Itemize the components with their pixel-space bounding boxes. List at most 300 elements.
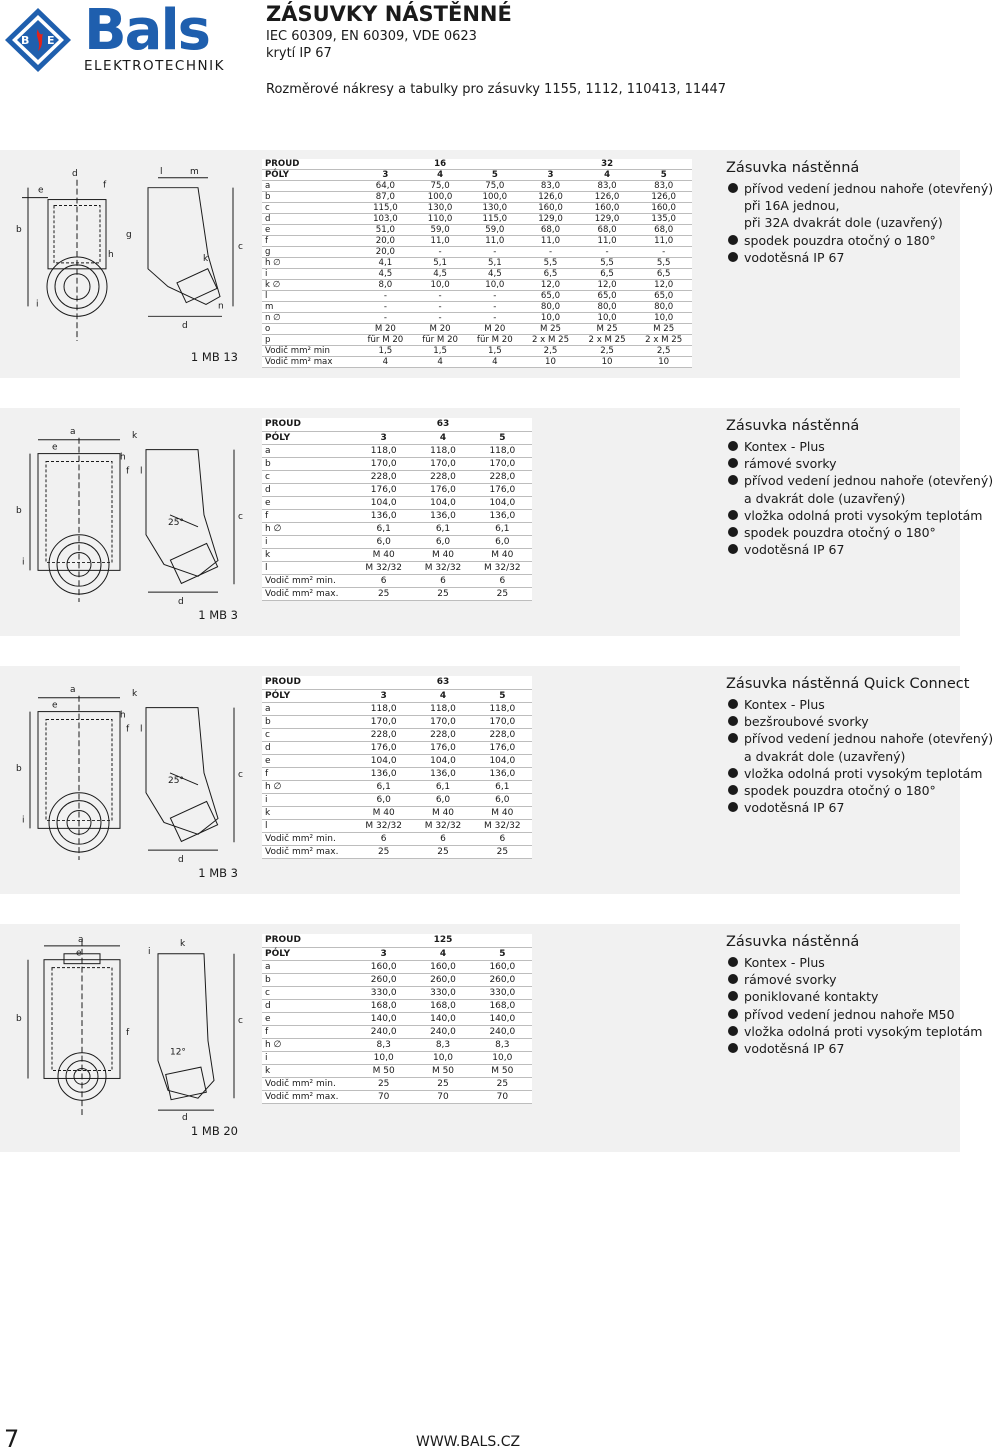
table-cell: 6,1 xyxy=(354,780,413,793)
table-row xyxy=(262,1077,532,1090)
dim-label-d-top: d xyxy=(72,168,78,179)
table-cell: 176,0 xyxy=(413,483,472,496)
feature-item xyxy=(726,249,960,266)
table-cell: 104,0 xyxy=(354,754,413,767)
table-row-label: m xyxy=(262,302,358,313)
bullet-icon xyxy=(728,699,738,709)
table-row-label: a xyxy=(262,960,354,973)
table-row-label: i xyxy=(262,793,354,806)
table-cell: M 40 xyxy=(473,548,532,561)
table-row-label: h ∅ xyxy=(262,258,358,269)
table-cell: 68,0 xyxy=(579,225,636,236)
table-cell: 240,0 xyxy=(354,1025,413,1038)
table-row-label: b xyxy=(262,457,354,470)
feature-list xyxy=(726,934,983,1057)
table-row-label: a xyxy=(262,181,358,192)
table-cell: 83,0 xyxy=(635,181,692,192)
table-row-label: l xyxy=(262,819,354,832)
dim-label-h: h xyxy=(119,452,126,463)
table-row xyxy=(262,181,692,192)
dimension-drawing xyxy=(0,924,258,1152)
dim-label-i: i xyxy=(22,557,25,568)
table-cell: 25 xyxy=(354,587,413,600)
table-cell: 11,0 xyxy=(413,236,468,247)
table-header-current xyxy=(262,159,692,170)
table-cell: 176,0 xyxy=(473,483,532,496)
feature-item xyxy=(726,988,960,1005)
table-cell: - xyxy=(467,313,522,324)
table-cell: 8,3 xyxy=(473,1038,532,1051)
table-row-label: c xyxy=(262,203,358,214)
table-row xyxy=(262,496,532,509)
bullet-icon xyxy=(728,1043,738,1053)
dimension-table-wrap xyxy=(262,676,532,859)
table-header-value: 3 xyxy=(354,689,413,702)
table-cell: 70 xyxy=(473,1090,532,1103)
table-cell: M 25 xyxy=(635,324,692,335)
table-cell: 228,0 xyxy=(413,728,472,741)
dim-label-e: e xyxy=(51,442,58,453)
table-header-value: 4 xyxy=(413,689,472,702)
table-cell: 118,0 xyxy=(413,702,472,715)
table-cell: 330,0 xyxy=(354,986,413,999)
feature-title: Zásuvka nástěnná xyxy=(726,160,860,176)
table-cell: 170,0 xyxy=(413,715,472,728)
table-cell: 20,0 xyxy=(358,236,413,247)
table-cell: - xyxy=(413,291,468,302)
table-header-value: 4 xyxy=(413,947,472,960)
table-cell: 25 xyxy=(354,845,413,858)
table-cell: 168,0 xyxy=(354,999,413,1012)
feature-item xyxy=(726,1006,960,1023)
feature-item xyxy=(726,180,993,197)
table-cell: 10,0 xyxy=(635,313,692,324)
table-cell: 240,0 xyxy=(473,1025,532,1038)
dim-label-l: l xyxy=(160,166,163,177)
table-cell: M 50 xyxy=(354,1064,413,1077)
table-cell: 80,0 xyxy=(579,302,636,313)
bullet-icon xyxy=(728,441,738,451)
table-row-label: n ∅ xyxy=(262,313,358,324)
bullet-icon xyxy=(728,1026,738,1036)
table-row xyxy=(262,832,532,845)
table-header-label: PROUD xyxy=(262,418,354,431)
table-cell: M 32/32 xyxy=(354,819,413,832)
page-number: 7 xyxy=(4,1425,20,1453)
table-row-label: i xyxy=(262,1051,354,1064)
table-cell: - xyxy=(358,291,413,302)
table-cell: 25 xyxy=(473,845,532,858)
table-row xyxy=(262,324,692,335)
table-cell: 70 xyxy=(413,1090,472,1103)
table-cell: für M 20 xyxy=(358,335,413,346)
table-cell: 25 xyxy=(413,587,472,600)
table-cell: 136,0 xyxy=(413,767,472,780)
table-cell: 2,5 xyxy=(635,346,692,357)
table-cell: 176,0 xyxy=(413,741,472,754)
table-cell: 228,0 xyxy=(354,728,413,741)
dim-label-k: k xyxy=(179,938,186,949)
table-cell: 6 xyxy=(413,832,472,845)
table-cell: 6,1 xyxy=(473,780,532,793)
table-cell: 68,0 xyxy=(635,225,692,236)
table-cell: 160,0 xyxy=(522,203,579,214)
table-cell: 10,0 xyxy=(579,313,636,324)
table-row xyxy=(262,587,532,600)
table-cell: 87,0 xyxy=(358,192,413,203)
table-cell: 4 xyxy=(413,357,468,368)
bullet-icon xyxy=(728,768,738,778)
table-cell: 10,0 xyxy=(467,280,522,291)
table-cell: 70 xyxy=(354,1090,413,1103)
table-row-label: f xyxy=(262,509,354,522)
table-cell: 160,0 xyxy=(635,203,692,214)
table-cell: 160,0 xyxy=(579,203,636,214)
table-row-label: c xyxy=(262,986,354,999)
table-row xyxy=(262,574,532,587)
table-cell: 6 xyxy=(413,574,472,587)
table-row xyxy=(262,483,532,496)
table-cell: 170,0 xyxy=(354,457,413,470)
table-header-value: 16 xyxy=(358,159,522,170)
table-header-poles xyxy=(262,689,532,702)
table-header-label: PROUD xyxy=(262,159,358,170)
table-cell: - xyxy=(413,313,468,324)
model-code: 1 MB 20 xyxy=(190,1124,238,1138)
table-row xyxy=(262,1038,532,1051)
dim-label-i: i xyxy=(148,946,151,957)
table-row xyxy=(262,470,532,483)
feature-text: Kontex - Plus xyxy=(744,697,825,712)
bullet-icon xyxy=(728,716,738,726)
table-cell: 240,0 xyxy=(413,1025,472,1038)
feature-text: vodotěsná IP 67 xyxy=(744,800,845,816)
table-header-label: PÓLY xyxy=(262,170,358,181)
table-cell: - xyxy=(413,302,468,313)
table-header-value: 4 xyxy=(413,170,468,181)
table-cell: 115,0 xyxy=(467,214,522,225)
table-cell: 65,0 xyxy=(635,291,692,302)
feature-text: bezšroubové svorky xyxy=(744,714,869,730)
table-row xyxy=(262,986,532,999)
table-cell: 228,0 xyxy=(354,470,413,483)
logo-letter-e: E xyxy=(47,34,55,47)
table-cell: 136,0 xyxy=(473,509,532,522)
table-cell: 140,0 xyxy=(473,1012,532,1025)
website-link[interactable]: WWW.BALS.CZ xyxy=(416,1434,521,1450)
table-row xyxy=(262,806,532,819)
table-row xyxy=(262,845,532,858)
table-cell: 104,0 xyxy=(413,754,472,767)
table-row xyxy=(262,973,532,986)
table-header-label: PÓLY xyxy=(262,689,354,702)
table-cell: - xyxy=(579,247,636,258)
table-header-label: PROUD xyxy=(262,676,354,689)
table-row-label: Vodič mm² max. xyxy=(262,845,354,858)
bullet-icon xyxy=(728,235,738,245)
model-code: 1 MB 3 xyxy=(198,866,238,880)
feature-item xyxy=(726,748,960,765)
socket-drawing-svg xyxy=(8,932,254,1123)
table-row-label: i xyxy=(262,269,358,280)
table-header-value: 5 xyxy=(467,170,522,181)
table-cell: 11,0 xyxy=(522,236,579,247)
model-code: 1 MB 13 xyxy=(190,350,238,364)
dim-label-a: a xyxy=(78,934,84,945)
table-cell: 6,0 xyxy=(473,535,532,548)
feature-text: spodek pouzdra otočný o 180° xyxy=(744,783,936,799)
table-cell: 59,0 xyxy=(413,225,468,236)
dim-label-f: f xyxy=(125,724,130,735)
bullet-icon xyxy=(728,991,738,1001)
table-row-label: e xyxy=(262,496,354,509)
feature-item xyxy=(726,1040,960,1057)
table-row-label: g xyxy=(262,247,358,258)
table-row-label: Vodič mm² max. xyxy=(262,1090,354,1103)
table-row-label: b xyxy=(262,715,354,728)
table-row xyxy=(262,236,692,247)
dim-label-c: c xyxy=(237,242,243,253)
table-cell: 104,0 xyxy=(354,496,413,509)
dim-label-b: b xyxy=(16,506,22,516)
table-header-poles xyxy=(262,947,532,960)
table-row xyxy=(262,819,532,832)
table-cell: 136,0 xyxy=(473,767,532,780)
table-cell: 2 x M 25 xyxy=(635,335,692,346)
table-cell: 6 xyxy=(473,832,532,845)
table-row xyxy=(262,522,532,535)
bullet-icon xyxy=(728,1009,738,1019)
table-cell: 4,5 xyxy=(358,269,413,280)
bullet-icon xyxy=(728,458,738,468)
feature-text: při 32A dvakrát dole (uzavřený) xyxy=(744,215,943,231)
feature-item xyxy=(726,971,960,988)
dim-label-k: k xyxy=(132,430,138,441)
table-cell: 126,0 xyxy=(522,192,579,203)
table-cell: 1,5 xyxy=(358,346,413,357)
bullet-icon xyxy=(728,510,738,520)
table-cell: 6,5 xyxy=(522,269,579,280)
table-row-label: l xyxy=(262,291,358,302)
dim-label-l: l xyxy=(140,724,143,735)
feature-text: Kontex - Plus xyxy=(744,439,825,454)
dim-label-e: e xyxy=(38,185,44,196)
table-cell: 136,0 xyxy=(354,509,413,522)
table-cell: - xyxy=(413,247,468,258)
bals-logo xyxy=(2,0,240,74)
table-row xyxy=(262,1012,532,1025)
table-cell: 8,0 xyxy=(358,280,413,291)
feature-text: Kontex - Plus xyxy=(744,955,825,970)
table-cell: M 40 xyxy=(413,806,472,819)
table-row-label: e xyxy=(262,1012,354,1025)
table-cell: 25 xyxy=(354,1077,413,1090)
table-row xyxy=(262,346,692,357)
table-cell: 118,0 xyxy=(413,444,472,457)
table-cell: 10,0 xyxy=(473,1051,532,1064)
table-row-label: Vodič mm² min. xyxy=(262,1077,354,1090)
table-header-value: 5 xyxy=(473,947,532,960)
table-header-label: PÓLY xyxy=(262,431,354,444)
table-header-value: 3 xyxy=(354,431,413,444)
dim-label-b: b xyxy=(16,764,22,774)
socket-drawing-svg xyxy=(8,416,254,607)
table-row xyxy=(262,767,532,780)
table-header-poles xyxy=(262,170,692,181)
dim-label-h: h xyxy=(119,710,126,721)
table-row xyxy=(262,793,532,806)
table-row xyxy=(262,192,692,203)
table-cell: 115,0 xyxy=(358,203,413,214)
feature-item xyxy=(726,954,960,971)
table-cell: 75,0 xyxy=(467,181,522,192)
dim-label-b: b xyxy=(16,225,22,236)
table-cell: 6,5 xyxy=(579,269,636,280)
product-section-1mb20 xyxy=(0,924,983,1152)
table-header-value: 3 xyxy=(522,170,579,181)
table-cell: 75,0 xyxy=(413,181,468,192)
table-row xyxy=(262,313,692,324)
table-row-label: b xyxy=(262,192,358,203)
table-row xyxy=(262,269,692,280)
table-cell: - xyxy=(358,313,413,324)
socket-drawing-svg xyxy=(8,158,254,346)
table-cell: 168,0 xyxy=(413,999,472,1012)
dim-label-f: f xyxy=(102,180,107,191)
dim-label-f: f xyxy=(125,1027,130,1038)
feature-title: Zásuvka nástěnná Quick Connect xyxy=(726,676,970,692)
feature-title: Zásuvka nástěnná xyxy=(726,934,860,950)
feature-text: přívod vedení jednou nahoře (otevřený) xyxy=(744,731,993,747)
feature-text: přívod vedení jednou nahoře (otevřený) xyxy=(744,181,993,196)
table-row xyxy=(262,258,692,269)
table-cell: 10 xyxy=(579,357,636,368)
table-cell: 2 x M 25 xyxy=(579,335,636,346)
table-cell: 80,0 xyxy=(522,302,579,313)
table-row-label: Vodič mm² min xyxy=(262,346,358,357)
dimension-drawing xyxy=(0,666,258,894)
dimension-table-wrap xyxy=(262,934,532,1104)
dim-label-n: n xyxy=(218,301,224,312)
dim-label-c: c xyxy=(237,769,243,780)
bullet-icon xyxy=(728,252,738,262)
table-cell: M 20 xyxy=(358,324,413,335)
table-cell: - xyxy=(522,247,579,258)
table-cell: 170,0 xyxy=(473,715,532,728)
feature-item xyxy=(726,799,960,816)
feature-item xyxy=(726,232,960,249)
table-row xyxy=(262,357,692,368)
table-cell: 140,0 xyxy=(413,1012,472,1025)
dim-label-m: m xyxy=(189,166,199,177)
table-row xyxy=(262,444,532,457)
feature-text: vložka odolná proti vysokým teplotám xyxy=(744,1023,983,1039)
table-cell: 5,5 xyxy=(579,258,636,269)
table-header-value: 4 xyxy=(413,431,472,444)
feature-item xyxy=(726,438,960,455)
table-row-label: Vodič mm² max xyxy=(262,357,358,368)
dim-label-c: c xyxy=(237,511,243,522)
table-cell: 5,1 xyxy=(467,258,522,269)
table-cell: 12,0 xyxy=(579,280,636,291)
table-row-label: Vodič mm² min. xyxy=(262,832,354,845)
table-row-label: a xyxy=(262,444,354,457)
dimension-table xyxy=(262,676,532,859)
dim-label-c: c xyxy=(237,1016,243,1027)
table-row xyxy=(262,1025,532,1038)
table-row xyxy=(262,999,532,1012)
table-cell: 176,0 xyxy=(354,741,413,754)
table-cell: 6,1 xyxy=(354,522,413,535)
table-row xyxy=(262,509,532,522)
standards-line: IEC 60309, EN 60309, VDE 0623 xyxy=(266,29,477,44)
feature-item xyxy=(726,696,960,713)
table-cell: 10 xyxy=(635,357,692,368)
table-cell: 59,0 xyxy=(467,225,522,236)
table-cell: 6,0 xyxy=(354,535,413,548)
table-cell: 8,3 xyxy=(413,1038,472,1051)
table-cell: 118,0 xyxy=(354,444,413,457)
dim-label-k: k xyxy=(202,253,209,264)
table-cell: 260,0 xyxy=(354,973,413,986)
table-row-label: h ∅ xyxy=(262,780,354,793)
dim-label-b: b xyxy=(16,1014,22,1025)
feature-item xyxy=(726,472,993,489)
logo-letter-b: B xyxy=(21,34,30,47)
table-cell: 1,5 xyxy=(467,346,522,357)
table-row xyxy=(262,702,532,715)
table-cell: 6,0 xyxy=(473,793,532,806)
dim-label-k: k xyxy=(132,688,138,699)
table-cell: M 32/32 xyxy=(413,561,472,574)
table-cell: 25 xyxy=(413,845,472,858)
table-row-label: b xyxy=(262,973,354,986)
page-title: ZÁSUVKY NÁSTĚNNÉ xyxy=(266,2,512,26)
table-cell: - xyxy=(467,291,522,302)
dim-label-d: d xyxy=(177,855,184,865)
feature-item xyxy=(726,765,983,782)
table-cell: 330,0 xyxy=(413,986,472,999)
table-row-label: Vodič mm² min. xyxy=(262,574,354,587)
table-cell: 103,0 xyxy=(358,214,413,225)
table-cell: 118,0 xyxy=(354,702,413,715)
feature-item xyxy=(726,713,960,730)
dim-label-l: l xyxy=(140,466,143,477)
table-row-label: k ∅ xyxy=(262,280,358,291)
feature-item xyxy=(726,490,960,507)
table-cell: 6,0 xyxy=(354,793,413,806)
table-row-label: d xyxy=(262,483,354,496)
feature-item xyxy=(726,214,960,231)
table-cell: 80,0 xyxy=(635,302,692,313)
dim-label-d: d xyxy=(181,1113,188,1123)
table-cell: 126,0 xyxy=(635,192,692,203)
table-row xyxy=(262,291,692,302)
table-cell: 25 xyxy=(473,587,532,600)
table-cell: 104,0 xyxy=(473,496,532,509)
table-row-label: a xyxy=(262,702,354,715)
feature-text: poniklované kontakty xyxy=(744,989,879,1005)
table-cell: 260,0 xyxy=(473,973,532,986)
dim-label-i: i xyxy=(36,299,39,310)
table-header-value: 4 xyxy=(579,170,636,181)
table-cell: M 40 xyxy=(473,806,532,819)
table-cell: M 25 xyxy=(522,324,579,335)
table-row-label: c xyxy=(262,728,354,741)
product-section-1mb3 xyxy=(0,408,993,636)
table-cell: für M 20 xyxy=(413,335,468,346)
table-cell: M 32/32 xyxy=(473,819,532,832)
